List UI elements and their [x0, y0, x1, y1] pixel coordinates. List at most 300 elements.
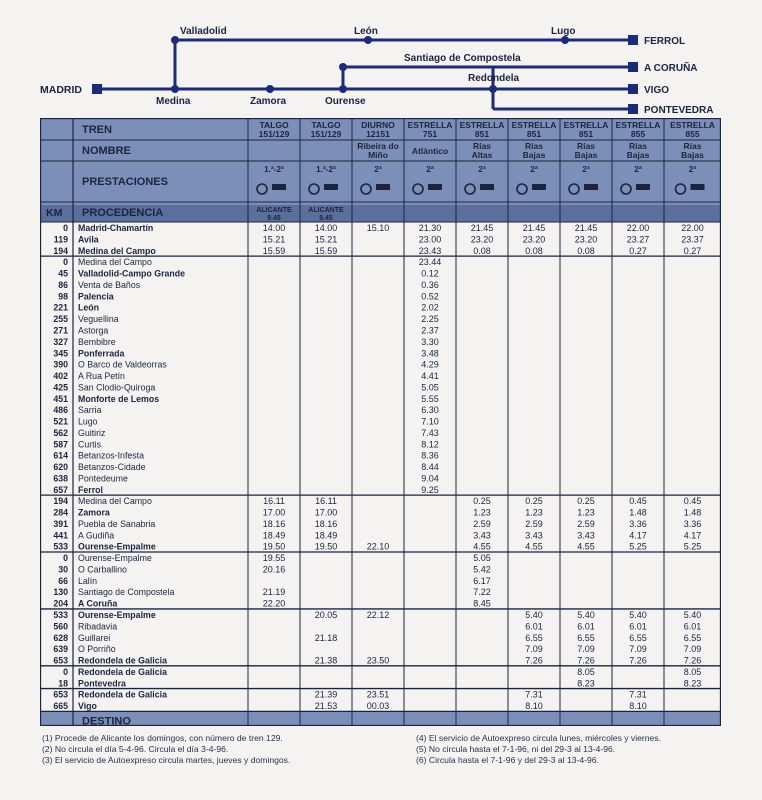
row-km: 638 [53, 473, 68, 484]
row-km: 0 [63, 553, 68, 564]
station-label: Santiago de Compostela [404, 53, 521, 64]
row-time: 0.08 [577, 245, 595, 256]
row-time: 20.05 [314, 610, 338, 620]
row-station: Lalín [78, 575, 98, 586]
row-time: 6.01 [525, 621, 543, 632]
row-time: 18.49 [314, 530, 338, 541]
row-station: Guitiriz [78, 427, 106, 438]
train-number: 855 [685, 129, 700, 139]
train-class: 2ª [374, 165, 382, 174]
row-time: 22.00 [681, 223, 704, 234]
row-time: 00.03 [366, 701, 390, 712]
row-time: 0.36 [421, 279, 439, 290]
row-time: 0.08 [473, 245, 491, 256]
row-time: 7.43 [421, 427, 439, 438]
row-km: 560 [53, 621, 68, 632]
destination-label: PONTEVEDRA [644, 105, 714, 116]
row-km: 425 [53, 382, 68, 393]
row-time: 8.23 [577, 678, 595, 689]
destination-marker [628, 104, 638, 114]
row-station: Veguellina [78, 314, 119, 325]
row-km: 194 [53, 496, 68, 507]
row-km: 130 [53, 587, 68, 598]
row-time: 6.17 [473, 575, 491, 586]
bed-icon [532, 184, 546, 190]
bed-icon [324, 184, 338, 190]
row-time: 23.20 [574, 234, 598, 245]
station-label: Lugo [551, 26, 576, 37]
row-km: 533 [53, 610, 68, 620]
row-time: 2.59 [577, 518, 595, 529]
row-station: León [78, 302, 100, 313]
row-time: 2.02 [421, 302, 439, 313]
row-time: 4.55 [525, 541, 543, 552]
row-time: 7.09 [683, 644, 702, 655]
train-number: 851 [526, 129, 542, 139]
row-time: 0.25 [577, 496, 595, 507]
train-class: 2ª [426, 165, 434, 174]
row-km: 521 [53, 416, 68, 427]
row-time: 5.40 [577, 610, 595, 620]
origin-marker [92, 84, 102, 94]
row-station: Redondela de Galicia [78, 689, 167, 700]
train-type: DIURNO [361, 120, 395, 130]
train-name-line1: Rías [683, 141, 702, 151]
train-class: 2ª [478, 165, 486, 174]
station-dot [171, 85, 179, 93]
row-km: 614 [53, 450, 68, 461]
row-time: 6.55 [629, 632, 647, 643]
row-time: 4.17 [683, 530, 702, 541]
row-station: Redondela de Galicia [78, 655, 167, 666]
row-time: 0.45 [683, 496, 702, 507]
row-time: 5.05 [473, 553, 491, 564]
row-station: Medina del Campo [78, 496, 152, 507]
station-dot [266, 85, 274, 93]
bed-icon [428, 184, 442, 190]
row-km: 653 [53, 655, 68, 666]
row-time: 0.27 [629, 245, 647, 256]
train-class: 2ª [582, 165, 590, 174]
train-name-line2: Bajas [574, 150, 598, 160]
train-number: 151/129 [310, 129, 342, 139]
train-type: TALGO [259, 120, 289, 130]
row-station: Ourense-Empalme [78, 610, 156, 620]
row-time: 7.26 [525, 655, 543, 666]
train-name-line1: Rías [473, 141, 491, 151]
row-time: 18.49 [262, 530, 286, 541]
station-label: Zamora [250, 96, 287, 107]
station-label: Medina [156, 96, 191, 107]
row-time: 23.27 [626, 234, 650, 245]
row-km: 0 [63, 223, 68, 234]
row-km: 665 [53, 701, 68, 712]
train-name-line2: Miño [368, 150, 388, 160]
row-station: Bembibre [78, 336, 116, 347]
footnote-4: (4) El servicio de Autoexpreso circula lunes, miércoles y viernes. [416, 733, 662, 743]
train-number: 851 [474, 129, 490, 139]
row-time: 0.25 [525, 496, 543, 507]
row-station: A Gudiña [78, 530, 115, 541]
row-time: 4.17 [629, 530, 647, 541]
row-time: 18.16 [262, 518, 286, 529]
row-time: 8.12 [421, 439, 439, 450]
row-time: 1.23 [577, 507, 595, 518]
row-km: 391 [53, 518, 68, 529]
row-km: 45 [58, 268, 68, 279]
row-km: 657 [53, 484, 68, 495]
row-station: San Clodio-Quiroga [78, 382, 156, 393]
row-station: A Rua Petín [78, 371, 125, 382]
row-station: Palencia [78, 291, 114, 302]
row-station: Betanzos-Infesta [78, 450, 145, 461]
row-station: Astorga [78, 325, 109, 336]
row-km: 653 [53, 689, 68, 700]
row-time: 5.40 [629, 610, 647, 620]
row-time: 7.10 [421, 416, 439, 427]
row-station: Medina del Campo [78, 245, 156, 256]
tren-label: TREN [82, 124, 112, 136]
row-km: 587 [53, 439, 68, 450]
row-time: 8.05 [577, 666, 595, 677]
bed-icon [376, 184, 390, 190]
footnote-1: (1) Procede de Alicante los domingos, con número de tren 129. [42, 733, 283, 743]
train-name-line1: Rías [629, 141, 647, 151]
row-time: 21.45 [574, 223, 598, 234]
bed-icon [272, 184, 286, 190]
row-time: 5.55 [421, 393, 439, 404]
row-time: 8.45 [473, 598, 491, 609]
row-km: 119 [53, 234, 68, 245]
row-time: 23.20 [470, 234, 494, 245]
train-type: ESTRELLA [615, 120, 661, 130]
row-station: Ourense-Empalme [78, 541, 156, 552]
train-class: 2ª [688, 165, 697, 174]
row-time: 21.53 [314, 701, 338, 712]
destination-label: FERROL [644, 36, 686, 47]
row-time: 3.43 [473, 530, 491, 541]
row-time: 0.08 [525, 245, 543, 256]
row-time: 6.01 [629, 621, 647, 632]
row-time: 3.30 [421, 336, 439, 347]
train-type: ESTRELLA [563, 120, 609, 130]
row-station: Valladolid-Campo Grande [78, 268, 186, 279]
row-station: Avila [78, 234, 99, 245]
row-time: 23.00 [418, 234, 442, 245]
procedencia-time: 9.45 [267, 215, 281, 222]
row-km: 620 [53, 462, 68, 473]
train-number: 855 [630, 129, 646, 139]
prestaciones-label: PRESTACIONES [82, 176, 168, 188]
row-time: 7.26 [629, 655, 647, 666]
row-time: 6.01 [577, 621, 595, 632]
row-time: 21.18 [314, 632, 338, 643]
row-time: 16.11 [263, 496, 285, 507]
row-km: 533 [53, 541, 68, 552]
row-time: 18.16 [314, 518, 338, 529]
row-station: Sarria [78, 405, 102, 416]
train-type: ESTRELLA [511, 120, 557, 130]
row-time: 4.29 [421, 359, 439, 370]
row-time: 4.41 [421, 371, 439, 382]
train-number: 12151 [366, 129, 390, 139]
row-station: Ferrol [78, 484, 103, 495]
row-time: 4.55 [577, 541, 595, 552]
row-time: 4.55 [473, 541, 491, 552]
station-dot [364, 36, 372, 44]
footnote-6: (6) Circula hasta el 7-1-96 y del 29-3 al 13-4-96. [416, 755, 599, 765]
row-km: 194 [53, 245, 68, 256]
row-station: Redondela de Galicia [78, 666, 167, 677]
row-time: 8.36 [421, 450, 439, 461]
row-time: 22.10 [366, 541, 390, 552]
row-station: Ponferrada [78, 348, 125, 359]
row-time: 19.55 [262, 553, 286, 564]
station-label: Valladolid [180, 26, 227, 37]
row-time: 19.50 [314, 541, 338, 552]
row-time: 0.27 [683, 245, 702, 256]
station-label: Ourense [325, 96, 366, 107]
row-time: 19.50 [262, 541, 286, 552]
row-time: 3.36 [629, 518, 647, 529]
row-time: 15.21 [314, 234, 338, 245]
row-time: 2.37 [421, 325, 439, 336]
footnote-5: (5) No circula hasta el 7-1-96, ni del 29-3 al 13-4-96. [416, 744, 616, 754]
row-time: 22.20 [262, 598, 286, 609]
route-map [0, 0, 762, 118]
train-type: ESTRELLA [459, 120, 505, 130]
row-time: 17.00 [262, 507, 286, 518]
row-time: 8.10 [629, 701, 647, 712]
row-time: 7.26 [577, 655, 595, 666]
train-class: 2ª [634, 165, 642, 174]
train-class: 1.ª-2ª [264, 165, 284, 174]
train-number: 751 [422, 129, 438, 139]
row-time: 6.55 [525, 632, 543, 643]
row-time: 14.00 [262, 223, 286, 234]
train-name-line2: Bajas [626, 150, 650, 160]
row-time: 1.48 [683, 507, 702, 518]
row-station: Medina del Campo [78, 257, 152, 268]
row-km: 66 [58, 575, 68, 586]
station-dot [339, 63, 347, 71]
row-km: 221 [53, 302, 68, 313]
row-station: Santiago de Compostela [78, 587, 175, 598]
row-time: 23.43 [418, 245, 442, 256]
row-time: 21.45 [470, 223, 494, 234]
row-time: 9.25 [421, 484, 439, 495]
row-time: 9.04 [421, 473, 439, 484]
station-label: León [354, 26, 378, 37]
procedencia-time: 9.45 [319, 215, 333, 222]
procedencia-origin: ALICANTE [308, 207, 344, 214]
destination-marker [628, 62, 638, 72]
train-name-line2: Bajas [681, 150, 704, 160]
bed-icon [584, 184, 598, 190]
row-time: 20.16 [262, 564, 286, 575]
train-class: 1.ª-2ª [316, 165, 336, 174]
row-station: Guillarei [78, 632, 111, 643]
row-time: 23.50 [366, 655, 390, 666]
row-time: 1.23 [473, 507, 491, 518]
station-dot [561, 36, 569, 44]
timetable [40, 118, 721, 726]
station-dot [171, 36, 179, 44]
row-km: 486 [53, 405, 68, 416]
train-name: Atlántico [411, 146, 449, 156]
row-time: 7.09 [577, 644, 595, 655]
row-time: 5.40 [683, 610, 702, 620]
train-type: ESTRELLA [407, 120, 453, 130]
row-km: 628 [53, 632, 68, 643]
row-time: 22.00 [626, 223, 650, 234]
km-label: KM [46, 207, 63, 219]
destination-marker [628, 84, 638, 94]
row-km: 18 [58, 678, 68, 689]
row-station: Pontevedra [78, 678, 126, 689]
row-km: 0 [63, 666, 68, 677]
row-station: Pontedeume [78, 473, 128, 484]
row-km: 98 [58, 291, 68, 302]
row-km: 0 [63, 257, 68, 268]
row-station: Venta de Baños [78, 279, 141, 290]
row-time: 8.23 [683, 678, 702, 689]
row-station: A Coruña [78, 598, 118, 609]
train-type: ESTRELLA [670, 120, 715, 130]
row-time: 6.01 [683, 621, 702, 632]
row-time: 15.10 [366, 223, 390, 234]
footer-band [40, 711, 721, 726]
row-station: O Porriño [78, 644, 116, 655]
row-time: 7.31 [525, 689, 543, 700]
procedencia-origin: ALICANTE [256, 207, 292, 214]
destination-marker [628, 35, 638, 45]
train-name-line1: Rías [577, 141, 595, 151]
row-km: 204 [53, 598, 68, 609]
row-time: 5.42 [473, 564, 491, 575]
row-station: Monforte de Lemos [78, 393, 160, 404]
row-time: 2.59 [473, 518, 491, 529]
row-time: 21.30 [418, 223, 442, 234]
row-station: Vigo [78, 701, 97, 712]
row-km: 86 [58, 279, 68, 290]
row-time: 6.30 [421, 405, 439, 416]
row-time: 5.25 [683, 541, 702, 552]
row-time: 15.59 [314, 245, 338, 256]
row-km: 402 [53, 371, 68, 382]
row-time: 8.05 [683, 666, 702, 677]
station-dot [339, 85, 347, 93]
row-time: 5.25 [629, 541, 647, 552]
row-km: 562 [53, 427, 68, 438]
footnotes [40, 733, 721, 793]
row-km: 345 [53, 348, 68, 359]
row-time: 15.21 [262, 234, 286, 245]
row-time: 3.43 [577, 530, 595, 541]
row-station: Puebla de Sanabria [78, 518, 156, 529]
row-time: 23.51 [366, 689, 390, 700]
row-time: 3.48 [421, 348, 439, 359]
bed-icon [636, 184, 650, 190]
row-station: Lugo [78, 416, 98, 427]
row-station: Madrid-Chamartín [78, 223, 154, 234]
row-station: Zamora [78, 507, 110, 518]
row-km: 390 [53, 359, 68, 370]
row-time: 1.23 [525, 507, 543, 518]
row-time: 8.10 [525, 701, 543, 712]
row-km: 255 [53, 314, 68, 325]
row-station: O Barco de Valdeorras [78, 359, 167, 370]
row-time: 8.44 [421, 462, 439, 473]
row-km: 30 [58, 564, 68, 575]
row-time: 21.19 [262, 587, 286, 598]
train-type: TALGO [311, 120, 341, 130]
row-km: 284 [53, 507, 68, 518]
train-number: 851 [578, 129, 594, 139]
row-time: 3.43 [525, 530, 543, 541]
row-km: 271 [53, 325, 68, 336]
footnote-2: (2) No circula el día 5-4-96. Circula el día 3-4-96. [42, 744, 229, 754]
row-station: Curtis [78, 439, 101, 450]
nombre-label: NOMBRE [82, 145, 131, 157]
row-time: 7.22 [473, 587, 491, 598]
row-time: 17.00 [314, 507, 338, 518]
row-km: 451 [53, 393, 68, 404]
row-time: 23.44 [418, 257, 442, 268]
destination-label: VIGO [644, 85, 670, 96]
footnote-3: (3) El servicio de Autoexpreso circula martes, jueves y domingos. [42, 755, 291, 765]
row-time: 1.48 [629, 507, 647, 518]
row-station: Ourense-Empalme [78, 553, 152, 564]
row-time: 22.12 [366, 610, 390, 620]
train-name-line2: Altas [471, 150, 493, 160]
row-time: 15.59 [262, 245, 286, 256]
row-time: 21.39 [314, 689, 338, 700]
row-time: 16.11 [315, 496, 337, 507]
row-time: 3.36 [683, 518, 702, 529]
destination-label: A CORUÑA [644, 63, 698, 74]
bed-icon [480, 184, 494, 190]
origin-label: MADRID [40, 84, 82, 96]
row-time: 5.40 [525, 610, 543, 620]
destino-label: DESTINO [82, 715, 131, 726]
row-time: 7.31 [629, 689, 647, 700]
row-time: 7.26 [683, 655, 702, 666]
row-time: 7.09 [525, 644, 543, 655]
train-class: 2ª [530, 165, 538, 174]
row-km: 441 [53, 530, 68, 541]
procedencia-label: PROCEDENCIA [82, 207, 164, 219]
row-time: 0.45 [629, 496, 647, 507]
station-dot [489, 85, 497, 93]
row-time: 6.55 [577, 632, 595, 643]
row-time: 0.52 [421, 291, 439, 302]
row-station: Betanzos-Cidade [78, 462, 146, 473]
row-time: 23.20 [522, 234, 546, 245]
row-km: 639 [53, 644, 68, 655]
bed-icon [691, 184, 705, 190]
row-time: 23.37 [681, 234, 704, 245]
row-km: 327 [53, 336, 68, 347]
row-time: 21.45 [522, 223, 546, 234]
row-station: O Carballino [78, 564, 127, 575]
row-time: 14.00 [314, 223, 338, 234]
train-name-line1: Ribeira do [357, 141, 399, 151]
row-time: 21.38 [314, 655, 338, 666]
station-label: Redondela [468, 73, 520, 84]
row-time: 7.09 [629, 644, 647, 655]
row-time: 2.59 [525, 518, 543, 529]
